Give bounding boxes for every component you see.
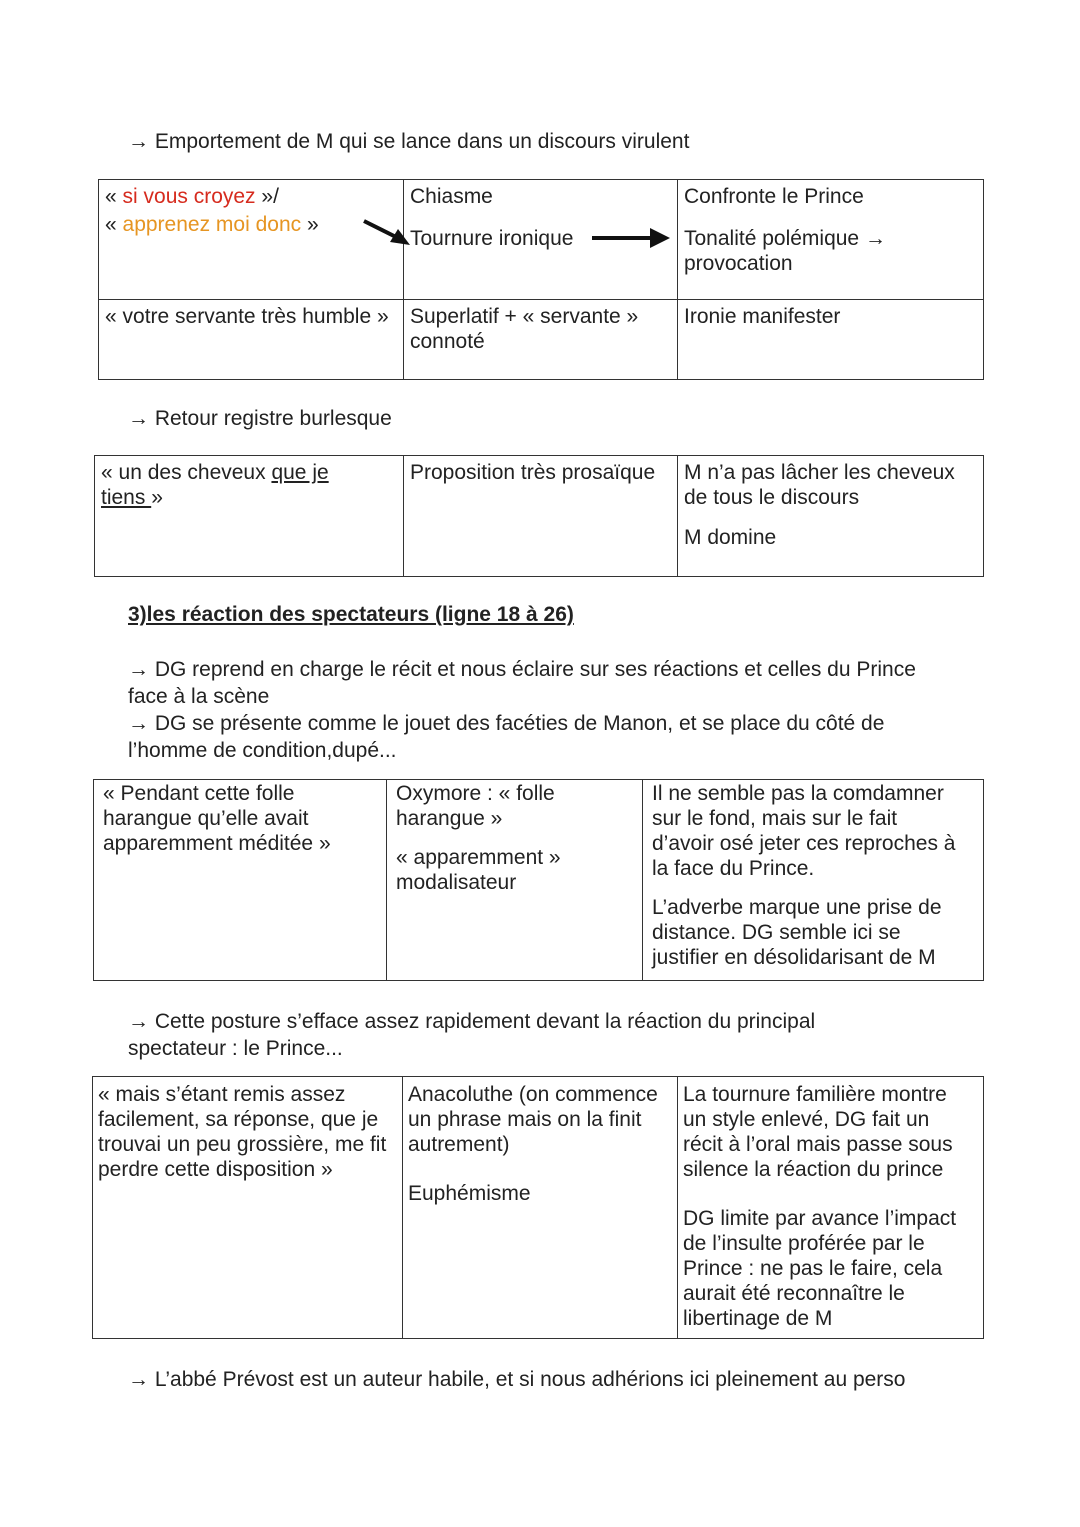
paragraph-line: l’homme de condition,dupé... (128, 739, 397, 762)
effect-cell: Confronte le Prince Tonalité polémique → provocation (678, 180, 984, 300)
effect-cell: Il ne semble pas la comdamner sur le fond, mais sur le fait d’avoir osé jeter ces reproches à la face du Prince. L’adverbe marque une prise de distance. DG semble ici se justifier en désolidarisant de M (643, 780, 984, 981)
table-row (93, 1077, 984, 1339)
table-row (99, 300, 984, 380)
intro-line-emportement: → Emportement de M qui se lance dans un discours virulent (128, 130, 690, 153)
paragraph-line: → DG se présente comme le jouet des facéties de Manon, et se place du côté de (128, 712, 885, 735)
figure-cell: Proposition très prosaïque (404, 456, 678, 577)
section-heading: 3)les réaction des spectateurs (ligne 18 à 26) (128, 603, 574, 626)
paragraph-line: spectateur : le Prince... (128, 1037, 343, 1060)
table-row (95, 456, 984, 577)
effect-cell: M n’a pas lâcher les cheveux de tous le discours M domine (678, 456, 984, 577)
quote-cell: « un des cheveux que je tiens » (95, 456, 404, 577)
analysis-table-1 (98, 179, 984, 380)
intro-line-burlesque: → Retour registre burlesque (128, 407, 392, 430)
quote-red: si vous croyez (122, 185, 256, 208)
figure-tournure: Tournure ironique (410, 227, 574, 250)
quote-cell: « Pendant cette folle harangue qu’elle avait apparemment méditée » (94, 780, 387, 981)
paragraph-line: → DG reprend en charge le récit et nous éclaire sur ses réactions et celles du Prince (128, 658, 916, 681)
figure-chiasme: Chiasme (410, 185, 493, 208)
quote-cell: « si vous croyez »/ « apprenez moi donc » (99, 180, 404, 300)
figure-cell: Superlatif + « servante » connoté (404, 300, 678, 380)
effect-cell: Ironie manifester (678, 300, 984, 380)
analysis-table-3 (93, 779, 984, 981)
paragraph-line: face à la scène (128, 685, 270, 708)
table-row (94, 780, 984, 981)
quote-orange: apprenez moi donc (122, 213, 302, 236)
figure-cell: Anacoluthe (on commence un phrase mais on la finit autrement) Euphémisme (403, 1077, 678, 1339)
quote-cell: « mais s’étant remis assez facilement, sa réponse, que je trouvai un peu grossière, me fit perdre cette disposition » (93, 1077, 403, 1339)
diagonal-arrow-icon (360, 215, 420, 251)
effect-cell: La tournure familière montre un style enlevé, DG fait un récit à l’oral mais passe sous silence la réaction du prince DG limite par avance l’impact de l’insulte proférée par le Prince : ne pas le faire, cela aurait été reconnaître le libertinage de M (678, 1077, 984, 1339)
paragraph-line: → Cette posture s’efface assez rapidement devant la réaction du principal (128, 1010, 816, 1033)
figure-cell: Oxymore : « folle harangue » « apparemment » modalisateur (387, 780, 643, 981)
table-row (99, 180, 984, 300)
closing-line: → L’abbé Prévost est un auteur habile, et si nous adhérions ici pleinement au perso (128, 1368, 906, 1391)
analysis-table-2 (94, 455, 984, 577)
quote-cell: « votre servante très humble » (99, 300, 404, 380)
analysis-table-4 (92, 1076, 984, 1339)
right-arrow-icon (590, 226, 674, 250)
